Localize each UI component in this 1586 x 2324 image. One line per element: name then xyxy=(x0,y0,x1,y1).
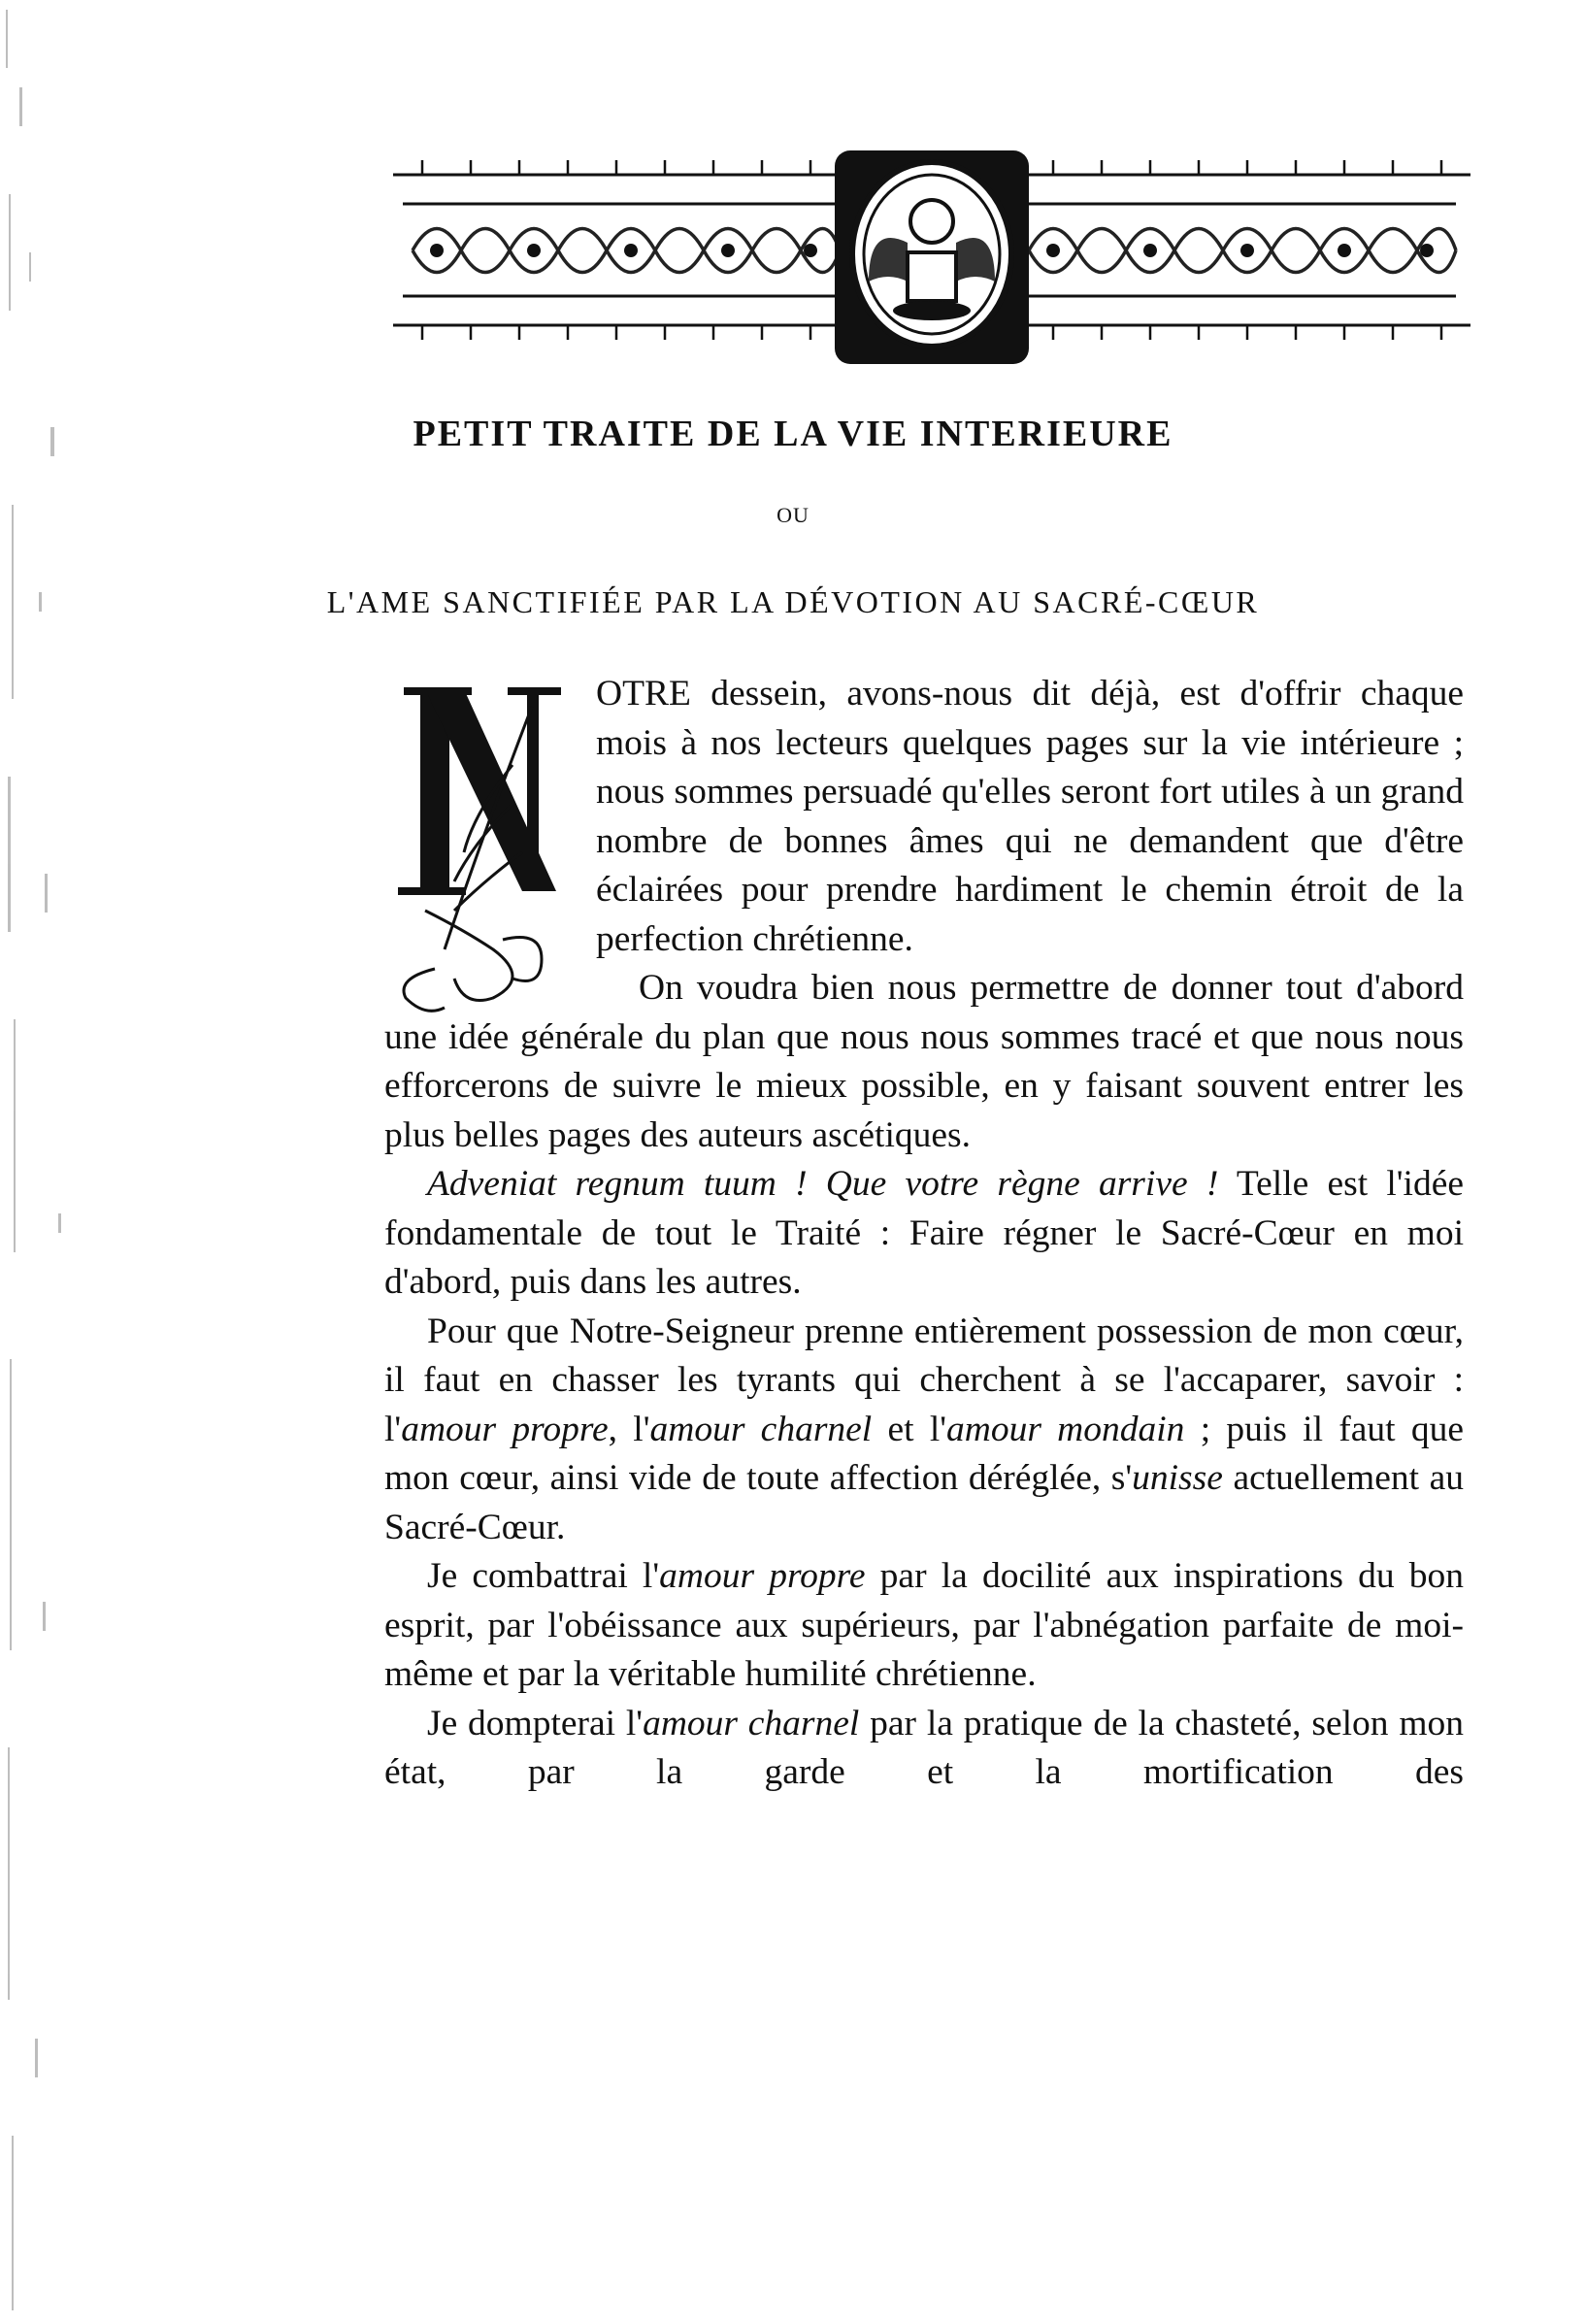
scan-edge-noise xyxy=(0,0,116,2324)
body-text xyxy=(384,670,1464,1798)
paragraph-3: Adveniat regnum tuum ! Que votre règne arrive ! Telle est l'idée fondamentale de tout le Traité : Faire régner le Sacré-Cœur en moi d'abord, puis dans les autres. xyxy=(384,1164,1464,1302)
angel-medallion-icon xyxy=(835,150,1029,364)
paragraph-5: Je combattrai l'amour propre par la docilité aux inspirations du bon esprit, par l'obéissance aux supérieurs, par l'abnégation parfaite de moi-même et par la véritable humilité chrétienne. xyxy=(384,1556,1465,1694)
dropcap-spacer xyxy=(384,670,596,1012)
paragraph-6: Je dompterai l'amour charnel par la pratique de la chasteté, selon mon état, par la garde et la mortification des xyxy=(384,1703,1464,1792)
paragraph-4: Pour que Notre-Seigneur prenne entièrement possession de mon cœur, il faut en chasser les tyrants qui cherchent à se l'accaparer, savoir : l'amour propre, l'amour charnel et l'amour mondain ; puis il faut que mon cœur, ainsi vide de toute affection déréglée, s'unisse actuellement au Sacré-Cœur. xyxy=(384,1311,1464,1547)
paragraph-1: OTRE dessein, avons-nous dit déjà, est d'offrir chaque mois à nos lecteurs quelques pages sur la vie intérieure ; nous sommes persuadé qu'elles seront fort utiles à un grand nombre de bonnes âmes qui ne demandent que d'être éclairées pour prendre hardiment le chemin étroit de la perfection chrétienne. xyxy=(384,670,1464,964)
header-ornament xyxy=(383,146,1480,369)
latin-quote: Adveniat regnum tuum ! Que votre règne arrive ! xyxy=(427,1164,1219,1204)
page-subtitle: L'AME SANCTIFIÉE PAR LA DÉVOTION AU SACRÉ-CŒUR xyxy=(326,584,1260,619)
paragraph-2: On voudra bien nous permettre de donner tout d'abord une idée générale du plan que nous nous sommes tracé et que nous nous efforcerons de suivre le mieux possible, en y faisant souvent entrer les plus belles pages des auteurs ascétiques. xyxy=(384,968,1464,1155)
page-title: PETIT TRAITE DE LA VIE INTERIEURE xyxy=(413,414,1173,454)
title-conjunction: OU xyxy=(776,503,810,527)
